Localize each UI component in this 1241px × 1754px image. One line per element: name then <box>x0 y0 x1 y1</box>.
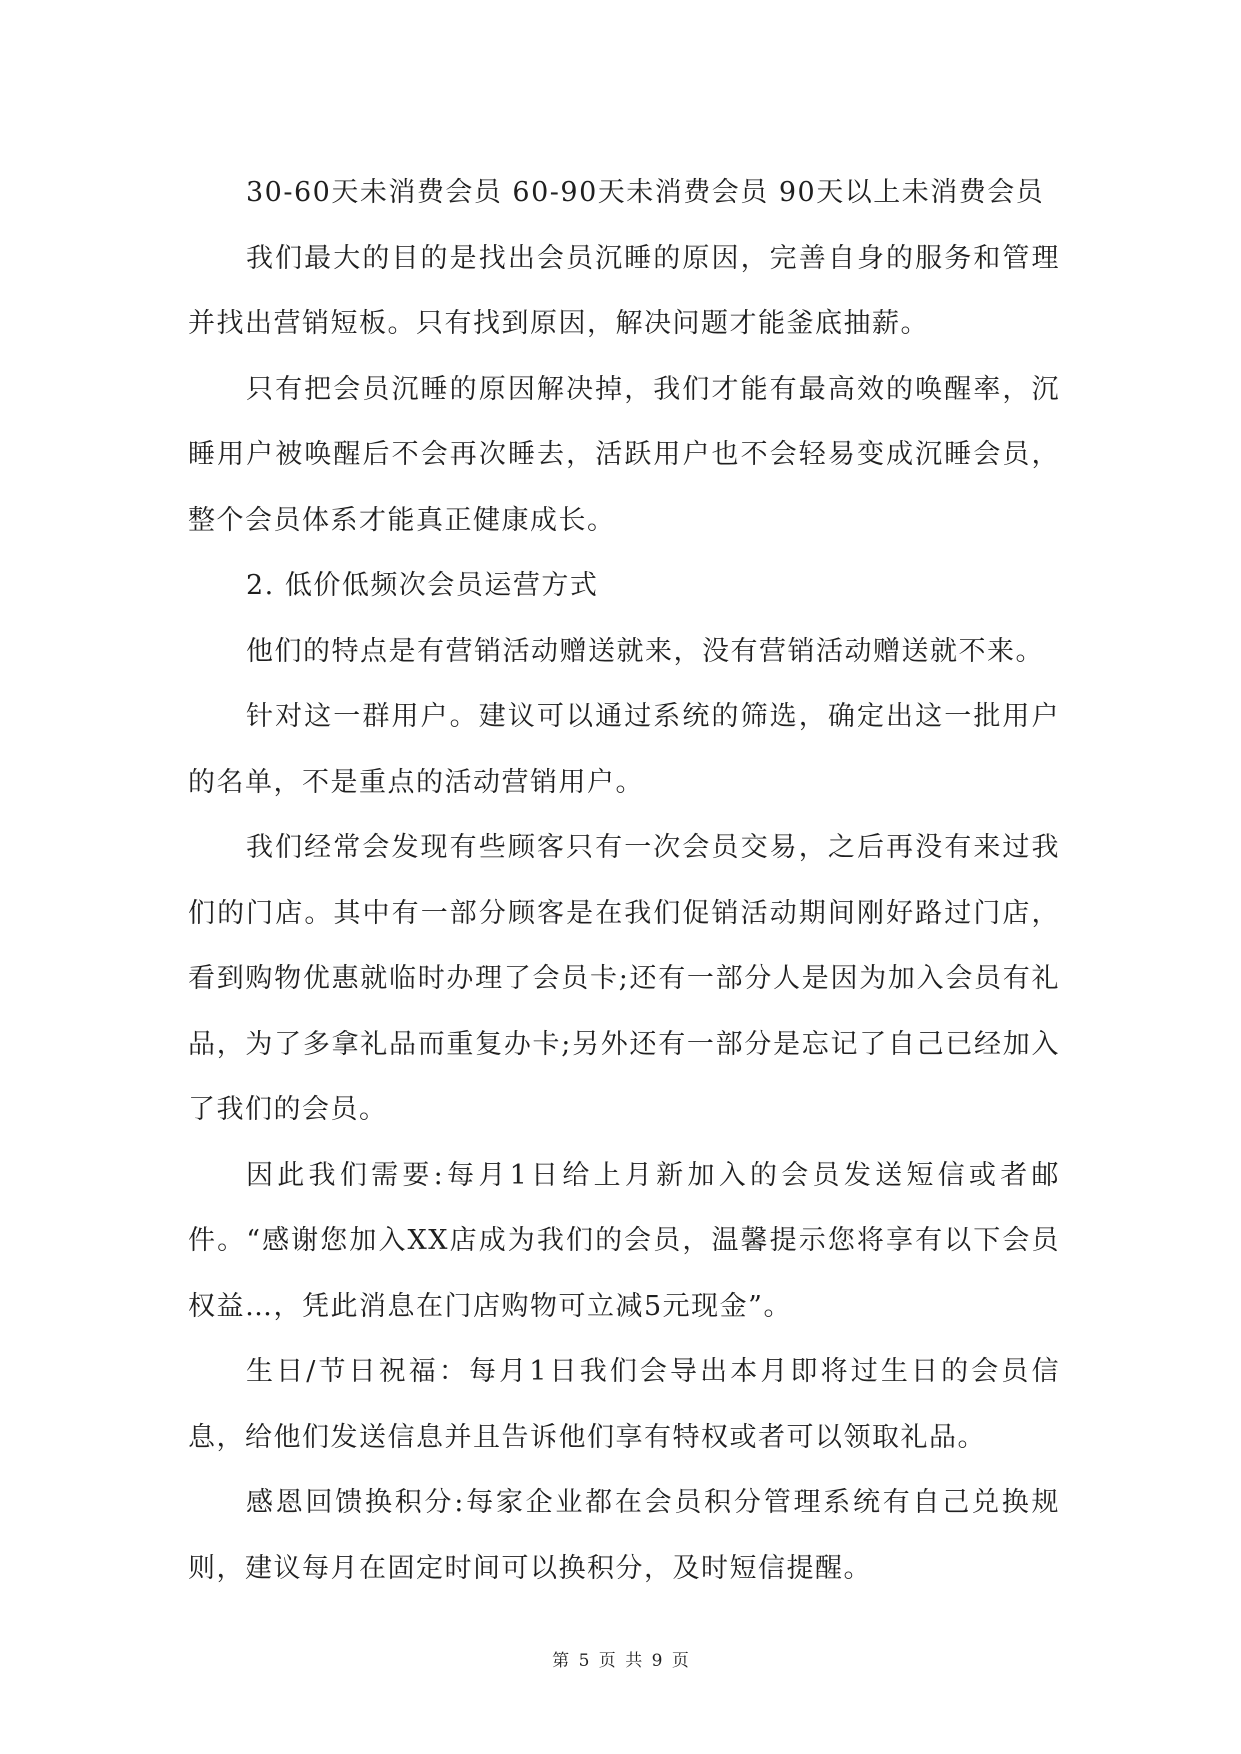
paragraph-features: 他们的特点是有营销活动赠送就来，没有营销活动赠送就不来。 <box>246 635 1044 667</box>
paragraph-wake-rate: 只有把会员沉睡的原因解决掉，我们才能有最高效的唤醒率，沉睡用户被唤醒后不会再次睡去，活跃用户也不会轻易变成沉睡会员，整个会员体系才能真正健康成长。 <box>188 373 1060 536</box>
document-body <box>188 160 1060 1601</box>
paragraph-one-time-customers: 我们经常会发现有些顾客只有一次会员交易，之后再没有来过我们的门店。其中有一部分顾客是在我们促销活动期间刚好路过门店，看到购物优惠就临时办理了会员卡;还有一部分人是因为加入会员有礼品，为了多拿礼品而重复办卡;另外还有一部分是忘记了自己已经加入了我们的会员。 <box>188 832 1060 1125</box>
paragraph-points-exchange: 感恩回馈换积分:每家企业都在会员积分管理系统有自己兑换规则，建议每月在固定时间可以换积分，及时短信提醒。 <box>188 1487 1060 1584</box>
paragraph-member-segments: 30-60天未消费会员 60-90天未消费会员 90天以上未消费会员 <box>246 177 1045 208</box>
paragraph-filter-users: 针对这一群用户。建议可以通过系统的筛选，确定出这一批用户的名单，不是重点的活动营销用户。 <box>188 701 1060 798</box>
page-number-footer: 第 5 页 共 9 页 <box>552 1651 689 1671</box>
section-heading: 2. 低价低频次会员运营方式 <box>246 570 599 601</box>
paragraph-monthly-message: 因此我们需要:每月1日给上月新加入的会员发送短信或者邮件。“感谢您加入XX店成为我们的会员，温馨提示您将享有以下会员权益…，凭此消息在门店购物可立减5元现金”。 <box>188 1159 1060 1322</box>
paragraph-goal: 我们最大的目的是找出会员沉睡的原因，完善自身的服务和管理并找出营销短板。只有找到原因，解决问题才能釜底抽薪。 <box>188 242 1060 339</box>
paragraph-birthday-greeting: 生日/节日祝福：每月1日我们会导出本月即将过生日的会员信息，给他们发送信息并且告诉他们享有特权或者可以领取礼品。 <box>188 1356 1060 1453</box>
